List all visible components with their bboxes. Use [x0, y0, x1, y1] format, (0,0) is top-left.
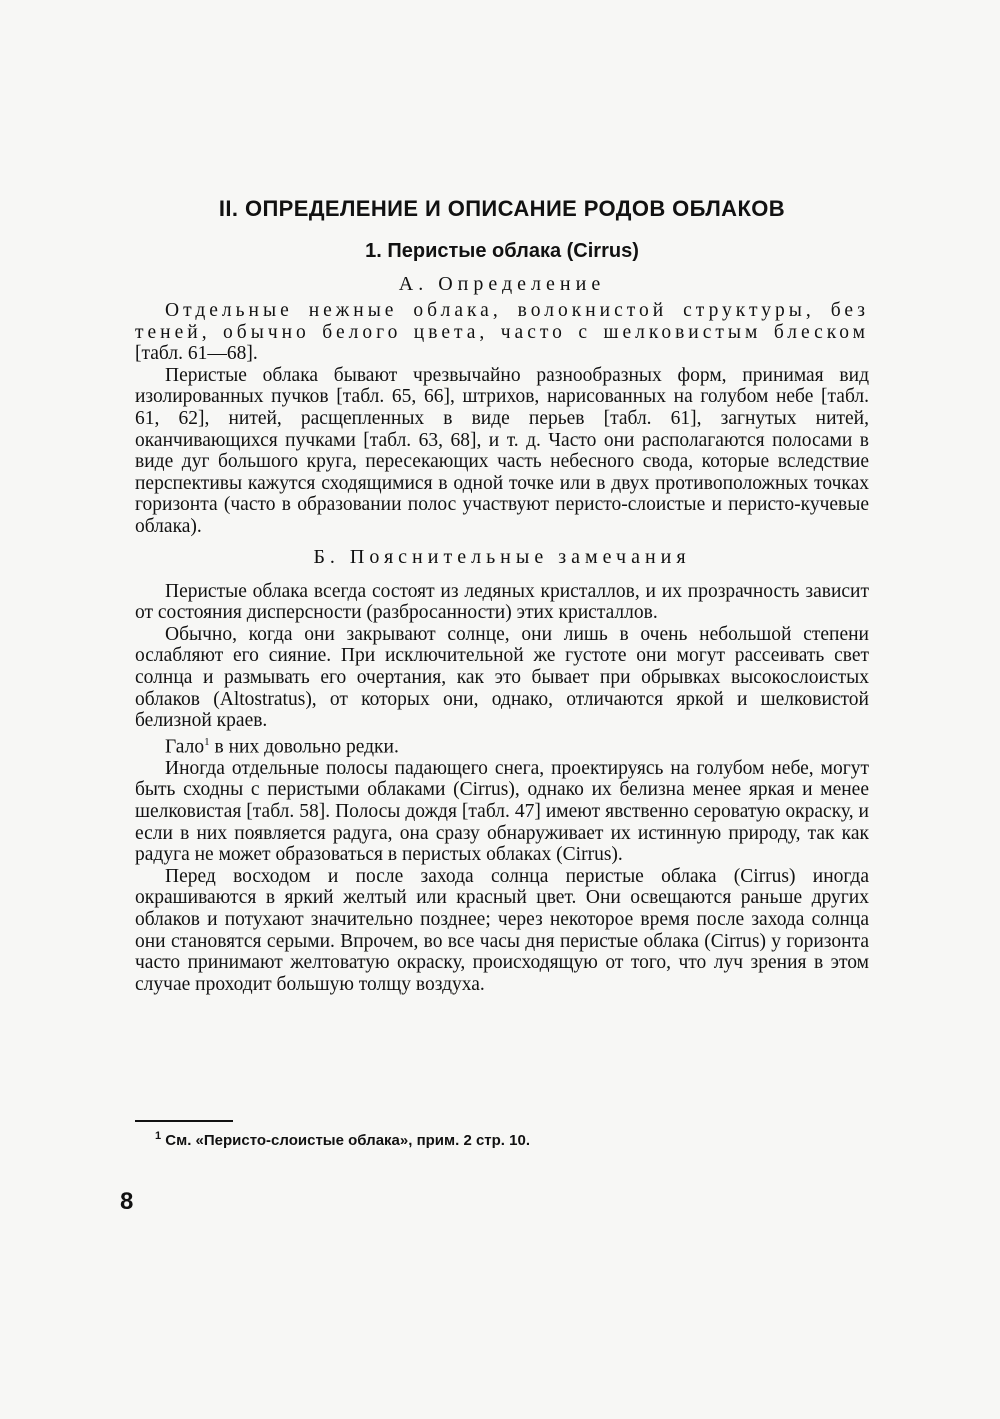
chapter-title: II. ОПРЕДЕЛЕНИЕ И ОПИСАНИЕ РОДОВ ОБЛАКОВ: [218, 196, 786, 221]
footnote-marker: 1: [204, 735, 210, 748]
footnote: [155, 1130, 855, 1149]
paragraph-crystals: Перистые облака всегда состоят из ледяных кристаллов, и их прозрачность зависит от состояния дисперсности (разбросанности) этих кристаллов.: [135, 580, 869, 624]
paragraph-halo: [135, 732, 869, 758]
subsection-a-title: А. Определение: [398, 273, 606, 295]
halo-rest: в них довольно редки.: [209, 736, 399, 758]
page-number: 8: [120, 1188, 134, 1215]
halo-word: Гало: [165, 736, 205, 758]
definition-paragraph: [135, 300, 869, 365]
definition-reference: [табл. 61—68].: [135, 343, 258, 365]
paragraph-sun: Обычно, когда они закрывают солнце, они лишь в очень небольшой степени ослабляют его сияние. При исключительной же густоте они могут рассеивать свет солнца и размывать его очертания, как это бывает при обрывках высокослоистых облаков (Altostratus), от которых они, однако, отличаются яркой и шелковистой белизной краев.: [135, 623, 869, 732]
main-text: [135, 196, 869, 995]
paragraph-colors: Перед восходом и после захода солнца перистые облака (Cirrus) иногда окрашиваются в яркий желтый или красный цвет. Они освещаются раньше других облаков и потухают значительно позднее; через некоторое время после захода солнца они становятся серыми. Впрочем, во все часы дня перистые облака (Cirrus) у горизонта часто принимают желтоватую окраску, происходящую от того, что луч зрения в этом случае проходит большую толщу воздуха.: [135, 865, 869, 995]
paragraph-forms: Перистые облака бывают чрезвычайно разнообразных форм, принимая вид изолированных пучков [табл. 65, 66], штрихов, нарисованных на голубом небе [табл. 61, 62], нитей, расщепленных в виде перьев [табл. 61], загнутых нитей, оканчивающихся пучками [табл. 63, 68], и т. д. Часто они располагаются полосами в виде дуг большого круга, пересекающих часть небесного свода, которые вследствие перспективы кажутся сходящимися в одной точке или в двух противоположных точках горизонта (часто в образовании полос участвуют перисто-слоистые и перисто-кучевые облака).: [135, 364, 869, 537]
footnote-divider: [135, 1120, 233, 1122]
footnote-number: 1: [155, 1130, 162, 1142]
definition-spaced-text: Отдельные нежные облака, волокнистой структуры, без теней, обычно белого цвета, часто с шелковистым блеском: [135, 300, 869, 343]
paragraph-snow: Иногда отдельные полосы падающего снега, проектируясь на голубом небе, могут быть сходны с перистыми облаками (Cirrus), однако их белизна менее яркая и менее шелковистая [табл. 58]. Полосы дождя [табл. 47] имеют явственно сероватую окраску, и если в них появляется радуга, она сразу обнаруживает их истинную природу, так как радуга не может образоваться в перистых облаках (Cirrus).: [135, 757, 869, 866]
subsection-b-title: Б. Пояснительные замечания: [313, 545, 691, 568]
section-title: 1. Перистые облака (Cirrus): [365, 240, 639, 262]
footnote-text: См. «Перисто-слоистые облака», прим. 2 стр. 10.: [161, 1132, 530, 1149]
